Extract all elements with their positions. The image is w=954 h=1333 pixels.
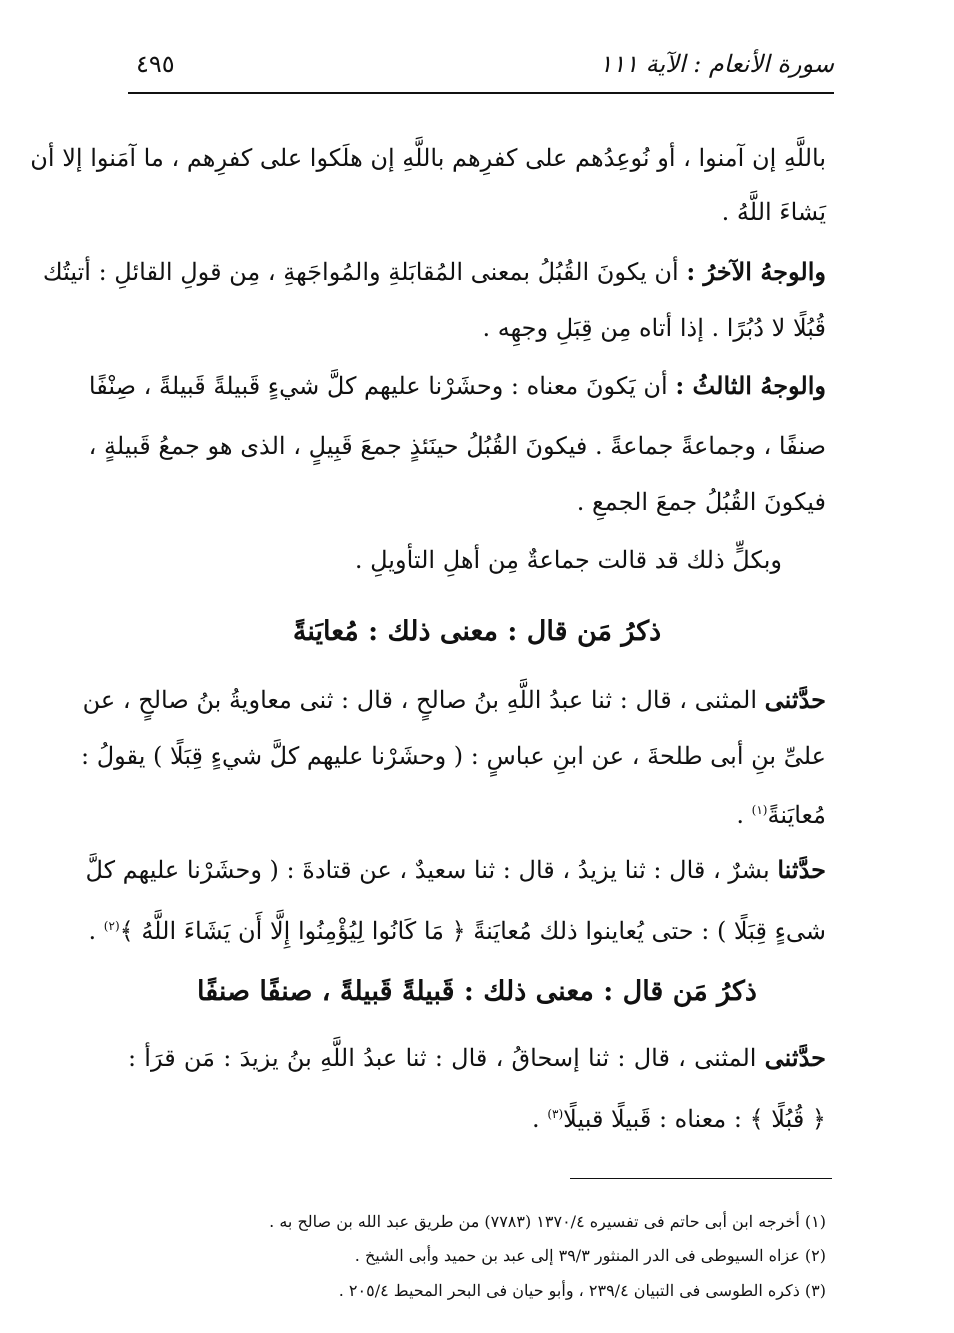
footnote-ref: (٢)	[103, 919, 120, 933]
body-text: شىءٍ قِبَلًا ) : حتى يُعاينوا ذلك مُعايَنةً ﴿ مَا كَانُوا لِيُؤْمِنُوا إِلَّا أَن يَشَاءَ اللَّهُ ﴾	[119, 917, 826, 945]
body-line: مُعايَنةً$^{(١)}$ .	[736, 801, 826, 829]
surah-title: سورة الأنعام : الآية ١١١	[599, 50, 834, 78]
body-line: باللَّهِ إن آمنوا ، أو نُوعِدُهم على كفرِهم باللَّهِ إن هلَكوا على كفرِهم ، ما آمَنوا إلا أن	[30, 144, 826, 172]
body-line: يَشاءَ اللَّهُ .	[721, 198, 826, 226]
body-line: شىءٍ قِبَلًا ) : حتى يُعاينوا ذلك مُعايَنةً ﴿ مَا كَانُوا لِيُؤْمِنُوا إِلَّا أَن يَشَاءَ اللَّهُ ﴾$^{(٢)}$ .	[88, 917, 826, 945]
footnote: (٢) عزاه السيوطى فى الدر المنثور ٣٩/٣ إلى عبد بن حميد وأبى الشيخ .	[354, 1246, 826, 1265]
body-line: قُبُلًا لا دُبُرًا . إذا أتاه مِن قِبَلِ وجهِه .	[482, 314, 826, 342]
paragraph-lead: حدَّثنى	[764, 1043, 826, 1072]
paragraph-third-aspect	[88, 368, 826, 404]
footnote-ref: (١)	[751, 803, 768, 817]
body-line: وبكلٍّ ذلك قد قالت جماعةٌ مِن أهلِ التأويلِ .	[354, 546, 782, 574]
narration-paragraph	[85, 852, 826, 888]
body-text: المثنى ، قال : ثنا عبدُ اللَّهِ بنُ صالحٍ ، قال : ثنى معاويةُ بنُ صالحٍ ، عن	[82, 686, 765, 714]
paragraph-lead: حدَّثنا	[777, 855, 826, 884]
body-text: مُعايَنةً	[767, 801, 826, 829]
footnote-ref: (٣)	[547, 1107, 564, 1121]
body-text: ﴿ قُبُلًا ﴾ : معناه : قَبيلًا قبيلًا	[563, 1105, 826, 1133]
body-line: ﴿ قُبُلًا ﴾ : معناه : قَبيلًا قبيلًا$^{(٣)}$ .	[532, 1105, 826, 1133]
body-text: أن يكونَ القُبُلُ بمعنى المُقابَلةِ والمُواجَهةِ ، مِن قولِ القائلِ : أتيتُك	[42, 258, 687, 286]
body-line: فيكونَ القُبُلُ جمعَ الجمعِ .	[576, 488, 826, 516]
paragraph-second-aspect	[42, 254, 826, 290]
body-text: بشرٌ ، قال : ثنا يزيدُ ، قال : ثنا سعيدٌ ، عن قتادةَ : ( وحشَرْنا عليهم كلَّ	[85, 856, 778, 884]
section-heading: ذكرُ مَن قال : معنى ذلك : مُعايَنةً	[292, 616, 662, 647]
body-text: المثنى ، قال : ثنا إسحاقُ ، قال : ثنا عبدُ اللَّهِ بنُ يزيدَ : مَن قرَأ :	[128, 1044, 765, 1072]
section-heading: ذكرُ مَن قال : معنى ذلك : قَبيلةً قَبيلةً ، صنفًا صنفًا	[197, 976, 757, 1007]
body-line: علىِّ بنِ أبى طلحةَ ، عن ابنِ عباسٍ : ( وحشَرْنا عليهم كلَّ شيءٍ قِبَلًا ) يقولُ :	[81, 742, 826, 770]
footnote: (١) أخرجه ابن أبى حاتم فى تفسيره ١٣٧٠/٤ (٧٧٨٣) من طريق عبد الله بن صالح به .	[269, 1212, 826, 1231]
paragraph-lead: والوجهُ الثالثُ :	[675, 371, 826, 400]
footnote-separator	[570, 1178, 832, 1179]
body-line: صنفًا ، وجماعةً جماعةً . فيكونَ القُبُلُ حينَئذٍ جمعَ قَبِيلٍ ، الذى هو جمعُ قَبيلةٍ ،	[88, 432, 826, 460]
narration-paragraph	[82, 682, 826, 718]
page-number: ٤٩٥	[136, 50, 175, 78]
header-rule	[128, 92, 834, 94]
body-text: أن يَكونَ معناه : وحشَرْنا عليهم كلَّ شيءٍ قَبيلةً قَبيلةً ، صِنْفًا	[88, 372, 676, 400]
paragraph-lead: والوجهُ الآخرُ :	[686, 257, 826, 286]
footnote: (٣) ذكره الطوسى فى التبيان ٢٣٩/٤ ، وأبو حيان فى البحر المحيط ٢٠٥/٤ .	[338, 1281, 826, 1300]
paragraph-lead: حدَّثنى	[764, 685, 826, 714]
page-header	[128, 42, 834, 92]
narration-paragraph	[128, 1040, 826, 1076]
